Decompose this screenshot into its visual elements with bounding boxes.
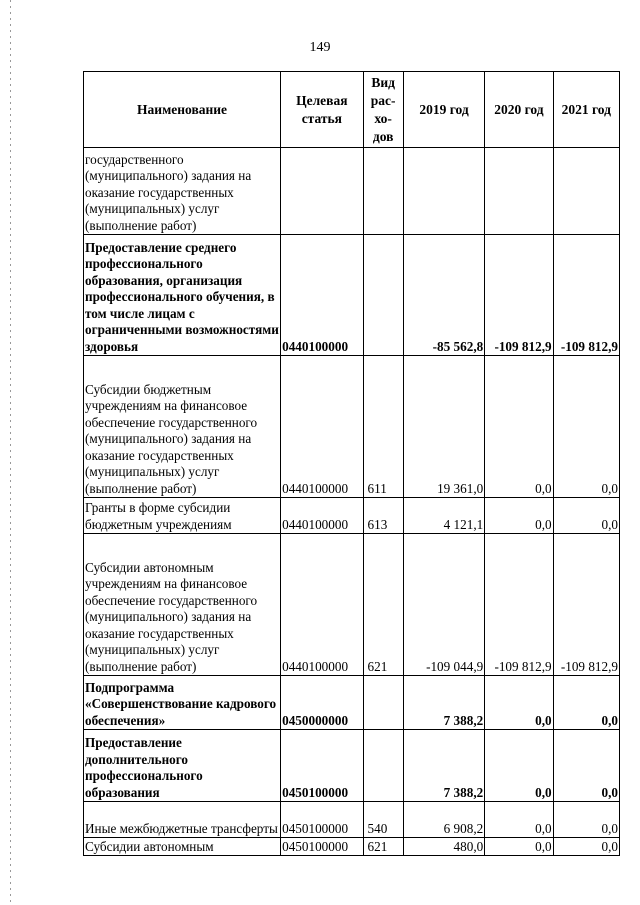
row-2021: 0,0 xyxy=(553,730,619,802)
row-2021: 0,0 xyxy=(553,356,619,498)
row-2019: 19 361,0 xyxy=(403,356,484,498)
page-number: 149 xyxy=(309,40,331,55)
row-code: 0440100000 xyxy=(281,356,363,498)
row-2021: 0,0 xyxy=(553,498,619,534)
row-2020: 0,0 xyxy=(485,838,553,856)
budget-table xyxy=(83,71,620,856)
row-2020: 0,0 xyxy=(485,676,553,730)
row-name: Подпрограмма «Совершенствование кадрового обеспечения» xyxy=(84,676,281,730)
table-row xyxy=(84,498,620,534)
row-name: Субсидии автономным xyxy=(84,838,281,856)
table-row xyxy=(84,730,620,802)
row-code: 0450100000 xyxy=(281,838,363,856)
row-2019: 6 908,2 xyxy=(403,802,484,838)
row-2020: 0,0 xyxy=(485,356,553,498)
header-name: Наименование xyxy=(84,72,281,148)
header-code: Целевая статья xyxy=(281,72,363,148)
row-2020: 0,0 xyxy=(485,730,553,802)
header-2019: 2019 год xyxy=(403,72,484,148)
row-2019: 7 388,2 xyxy=(403,676,484,730)
table-row xyxy=(84,356,620,498)
row-name: государственного (муниципального) задания на оказание государственных (муниципальных) услуг (выполнение работ) xyxy=(84,148,281,235)
row-2021: 0,0 xyxy=(553,838,619,856)
row-2019: 480,0 xyxy=(403,838,484,856)
row-2021: -109 812,9 xyxy=(553,235,619,356)
row-type: 621 xyxy=(363,838,403,856)
row-name: Предоставление среднего профессионального образования, организация профессионального обучения, в том числе лицам с ограниченными возможностями здоровья xyxy=(84,235,281,356)
table-row xyxy=(84,148,620,235)
row-2021: 0,0 xyxy=(553,802,619,838)
row-2020: -109 812,9 xyxy=(485,534,553,676)
table-row xyxy=(84,235,620,356)
row-type: 540 xyxy=(363,802,403,838)
row-code xyxy=(281,148,363,235)
row-type xyxy=(363,676,403,730)
row-code: 0450100000 xyxy=(281,802,363,838)
row-type: 611 xyxy=(363,356,403,498)
row-type xyxy=(363,235,403,356)
row-type: 621 xyxy=(363,534,403,676)
row-name: Иные межбюджетные трансферты xyxy=(84,802,281,838)
row-name: Субсидии бюджетным учреждениям на финансовое обеспечение государственного (муниципального) задания на оказание государственных (муниципальных) услуг (выполнение работ) xyxy=(84,356,281,498)
row-type xyxy=(363,730,403,802)
row-name: Гранты в форме субсидии бюджетным учреждениям xyxy=(84,498,281,534)
row-2019: 7 388,2 xyxy=(403,730,484,802)
header-2021: 2021 год xyxy=(553,72,619,148)
row-2020: 0,0 xyxy=(485,802,553,838)
row-2019: -85 562,8 xyxy=(403,235,484,356)
table-row xyxy=(84,676,620,730)
row-2019: 4 121,1 xyxy=(403,498,484,534)
row-2019 xyxy=(403,148,484,235)
row-2020 xyxy=(485,148,553,235)
row-name: Субсидии автономным учреждениям на финансовое обеспечение государственного (муниципального) задания на оказание государственных (муниципальных) услуг (выполнение работ) xyxy=(84,534,281,676)
row-2021 xyxy=(553,148,619,235)
header-2020: 2020 год xyxy=(485,72,553,148)
table-row xyxy=(84,534,620,676)
row-code: 0450100000 xyxy=(281,730,363,802)
row-code: 0440100000 xyxy=(281,534,363,676)
row-name: Предоставление дополнительного профессионального образования xyxy=(84,730,281,802)
row-type xyxy=(363,148,403,235)
row-type: 613 xyxy=(363,498,403,534)
row-code: 0440100000 xyxy=(281,235,363,356)
table-row xyxy=(84,838,620,856)
row-2019: -109 044,9 xyxy=(403,534,484,676)
row-2020: 0,0 xyxy=(485,498,553,534)
table-row xyxy=(84,802,620,838)
row-2021: -109 812,9 xyxy=(553,534,619,676)
header-type: Вид рас-хо-дов xyxy=(363,72,403,148)
row-2020: -109 812,9 xyxy=(485,235,553,356)
table-header-row xyxy=(84,72,620,148)
row-code: 0440100000 xyxy=(281,498,363,534)
scan-edge-line xyxy=(10,0,11,905)
row-code: 0450000000 xyxy=(281,676,363,730)
row-2021: 0,0 xyxy=(553,676,619,730)
